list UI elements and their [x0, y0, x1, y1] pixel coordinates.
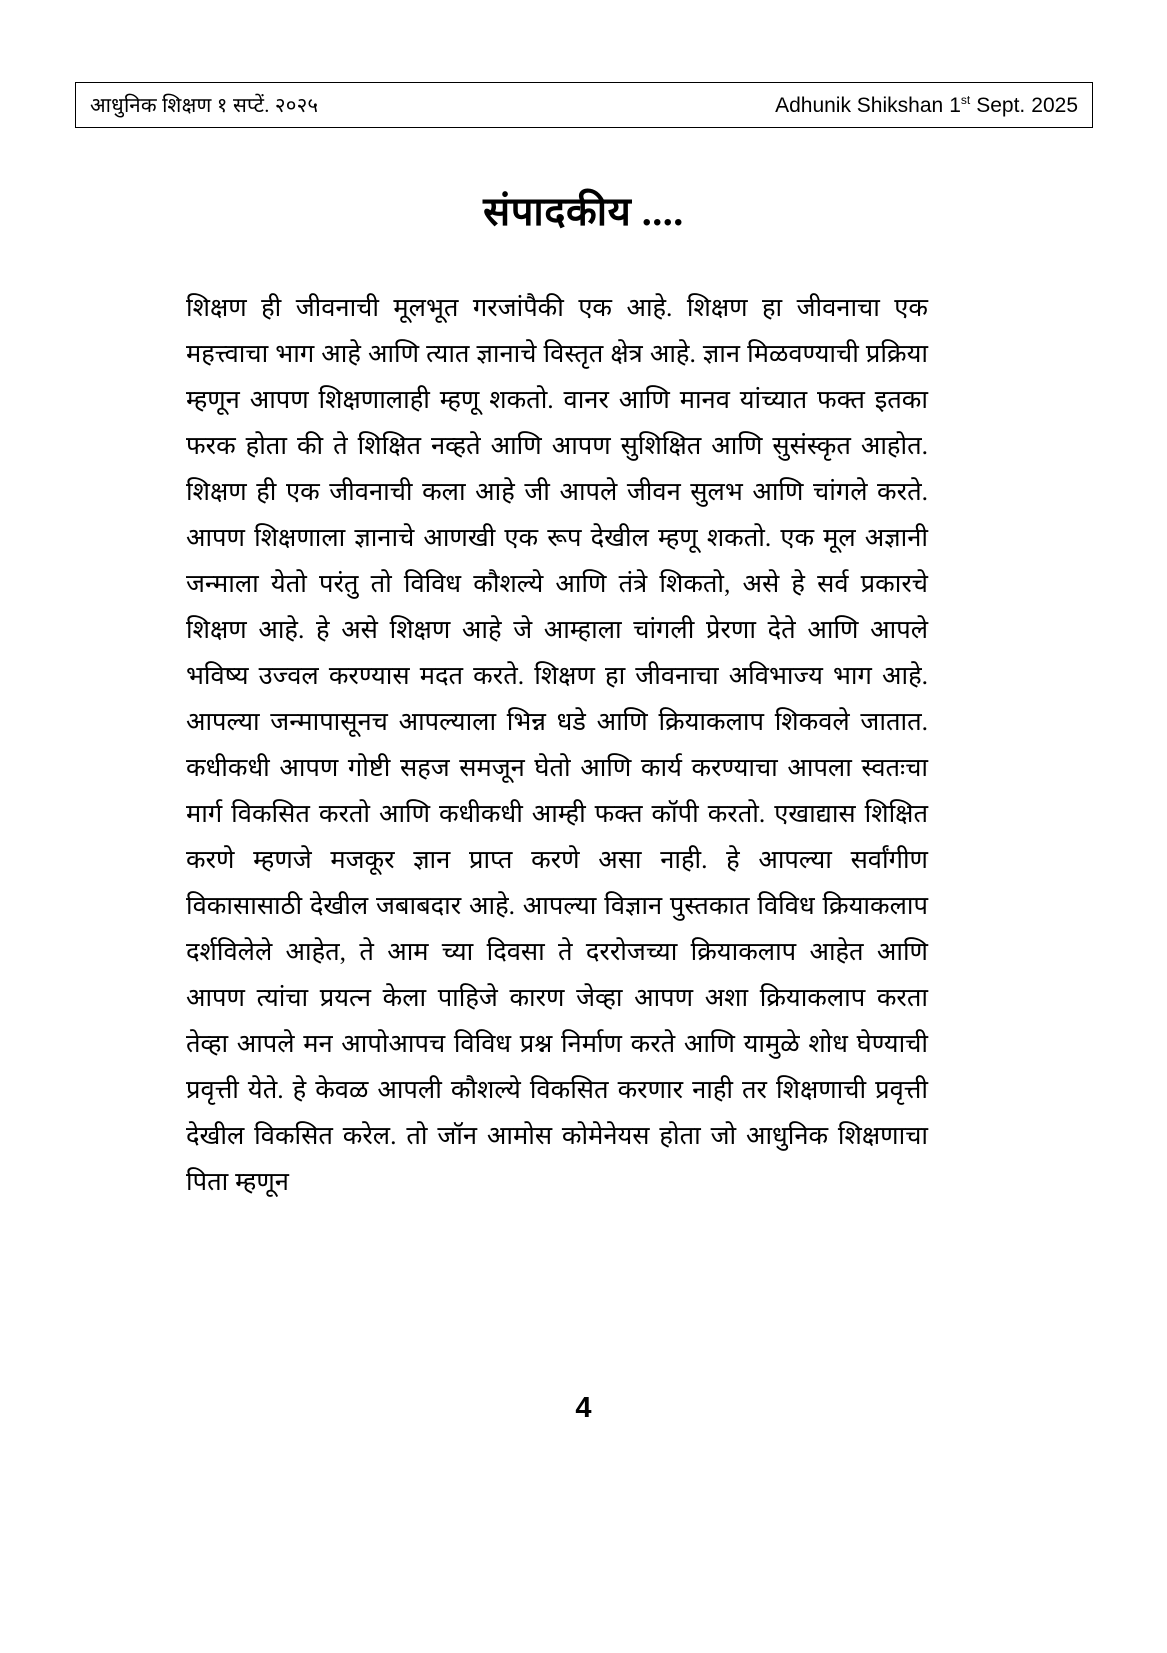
page-title: संपादकीय ....	[483, 189, 684, 234]
header-year: 2025	[1031, 93, 1078, 117]
header-month: Sept.	[976, 93, 1026, 117]
editorial-paragraph: शिक्षण ही जीवनाची मूलभूत गरजांपैकी एक आहे. शिक्षण हा जीवनाचा एक महत्त्वाचा भाग आहे आणि त्यात ज्ञानाचे विस्तृत क्षेत्र आहे. ज्ञान मिळवण्याची प्रक्रिया म्हणून आपण शिक्षणालाही म्हणू शकतो. वानर आणि मानव यांच्यात फक्त इतका फरक होता की ते शिक्षित नव्हते आणि आपण सुशिक्षित आणि सुसंस्कृत आहोत. शिक्षण ही एक जीवनाची कला आहे जी आपले जीवन सुलभ आणि चांगले करते. आपण शिक्षणाला ज्ञानाचे आणखी एक रूप देखील म्हणू शकतो. एक मूल अज्ञानी जन्माला येतो परंतु तो विविध कौशल्ये आणि तंत्रे शिकतो, असे हे सर्व प्रकारचे शिक्षण आहे. हे असे शिक्षण आहे जे आम्हाला चांगली प्रेरणा देते आणि आपले भविष्य उज्वल करण्यास मदत करते. शिक्षण हा जीवनाचा अविभाज्य भाग आहे. आपल्या जन्मापासूनच आपल्याला भिन्न धडे आणि क्रियाकलाप शिकवले जातात. कधीकधी आपण गोष्टी सहज समजून घेतो आणि कार्य करण्याचा आपला स्वतःचा मार्ग विकसित करतो आणि कधीकधी आम्ही फक्त कॉपी करतो. एखाद्यास शिक्षित करणे म्हणजे मजकूर ज्ञान प्राप्त करणे असा नाही. हे आपल्या सर्वांगीण विकासासाठी देखील जबाबदार आहे. आपल्या विज्ञान पुस्तकात विविध क्रियाकलाप दर्शविलेले आहेत, ते आम च्या दिवसा ते दररोजच्या क्रियाकलाप आहेत आणि आपण त्यांचा प्रयत्न केला पाहिजे कारण जेव्हा आपण अशा क्रियाकलाप करता तेव्हा आपले मन आपोआपच विविध प्रश्न निर्माण करते आणि यामुळे शोध घेण्याची प्रवृत्ती येते. हे केवळ आपली कौशल्ये विकसित करणार नाही तर शिक्षणाची प्रवृत्ती देखील विकसित करेल. तो जॉन आमोस कोमेनेयस होता जो आधुनिक शिक्षणाचा पिता म्हणून	[186, 293, 928, 1196]
running-header	[75, 82, 1093, 128]
header-day-suffix: st	[960, 92, 971, 107]
header-journal-name: Adhunik Shikshan	[775, 93, 944, 117]
header-marathi-title: आधुनिक शिक्षण १ सप्टें. २०२५	[90, 95, 319, 117]
page-number: 4	[575, 1392, 592, 1424]
editorial-body	[186, 285, 928, 1205]
header-day: 1	[949, 93, 961, 117]
header-english-title	[775, 93, 1078, 118]
